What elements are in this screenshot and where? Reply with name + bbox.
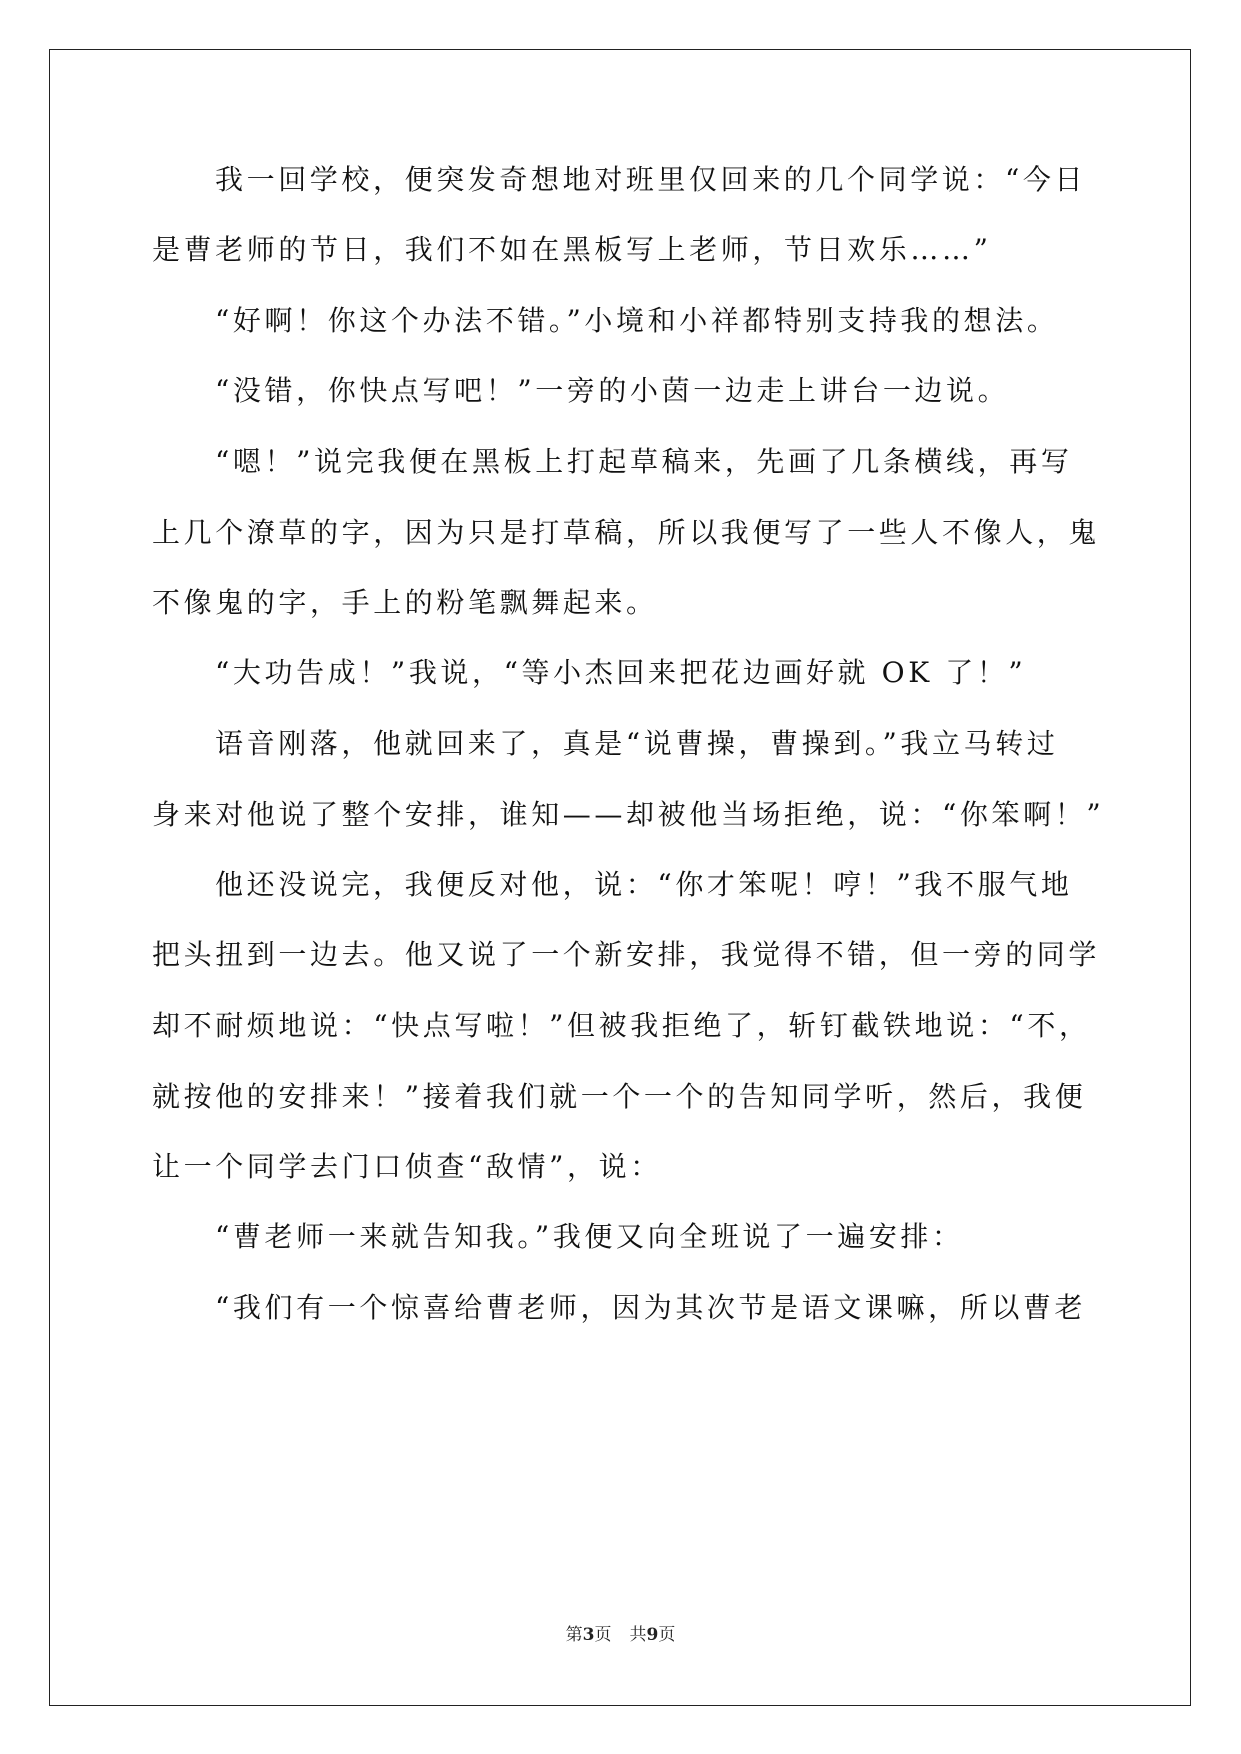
text-line: 语音刚落，他就回来了，真是“说曹操，曹操到。”我立马转过 — [215, 727, 1059, 760]
text-line: 就按他的安排来！”接着我们就一个一个的告知同学听，然后，我便 — [152, 1080, 1087, 1113]
text-line: “嗯！”说完我便在黑板上打起草稿来，先画了几条横线，再写 — [215, 445, 1073, 478]
total-suffix: 页 — [658, 1625, 676, 1645]
text-line: 我一回学校，便突发奇想地对班里仅回来的几个同学说：“今日 — [215, 163, 1087, 196]
text-line: 把头扭到一边去。他又说了一个新安排，我觉得不错，但一旁的同学 — [152, 938, 1101, 971]
text-line: 身来对他说了整个安排，谁知——却被他当场拒绝，说：“你笨啊！” — [152, 798, 1105, 831]
page-prefix: 第 — [565, 1625, 583, 1645]
text-line: “曹老师一来就告知我。”我便又向全班说了一遍安排： — [215, 1220, 964, 1253]
text-line: 是曹老师的节日，我们不如在黑板写上老师，节日欢乐……” — [152, 233, 992, 266]
text-line: 却不耐烦地说：“快点写啦！”但被我拒绝了，斩钉截铁地说：“不， — [152, 1009, 1091, 1042]
text-line: “好啊！你这个办法不错。”小境和小祥都特别支持我的想法。 — [215, 304, 1059, 337]
total-prefix: 共 — [629, 1625, 647, 1645]
text-line: “大功告成！”我说，“等小杰回来把花边画好就 OK 了！” — [215, 656, 1027, 689]
text-line: 不像鬼的字，手上的粉笔飘舞起来。 — [152, 586, 658, 619]
text-line: 他还没说完，我便反对他，说：“你才笨呢！哼！”我不服气地 — [215, 868, 1073, 901]
page-suffix: 页 — [594, 1625, 612, 1645]
total-pages: 9 — [646, 1625, 659, 1645]
page-number: 3 — [582, 1625, 595, 1645]
text-line: “没错，你快点写吧！”一旁的小茵一边走上讲台一边说。 — [215, 374, 1010, 407]
text-line: “我们有一个惊喜给曹老师，因为其次节是语文课嘛，所以曹老 — [215, 1291, 1087, 1324]
page-footer — [0, 1620, 1241, 1645]
text-line: 让一个同学去门口侦查“敌情”，说： — [152, 1150, 662, 1183]
text-line: 上几个潦草的字，因为只是打草稿，所以我便写了一些人不像人，鬼 — [152, 516, 1101, 549]
